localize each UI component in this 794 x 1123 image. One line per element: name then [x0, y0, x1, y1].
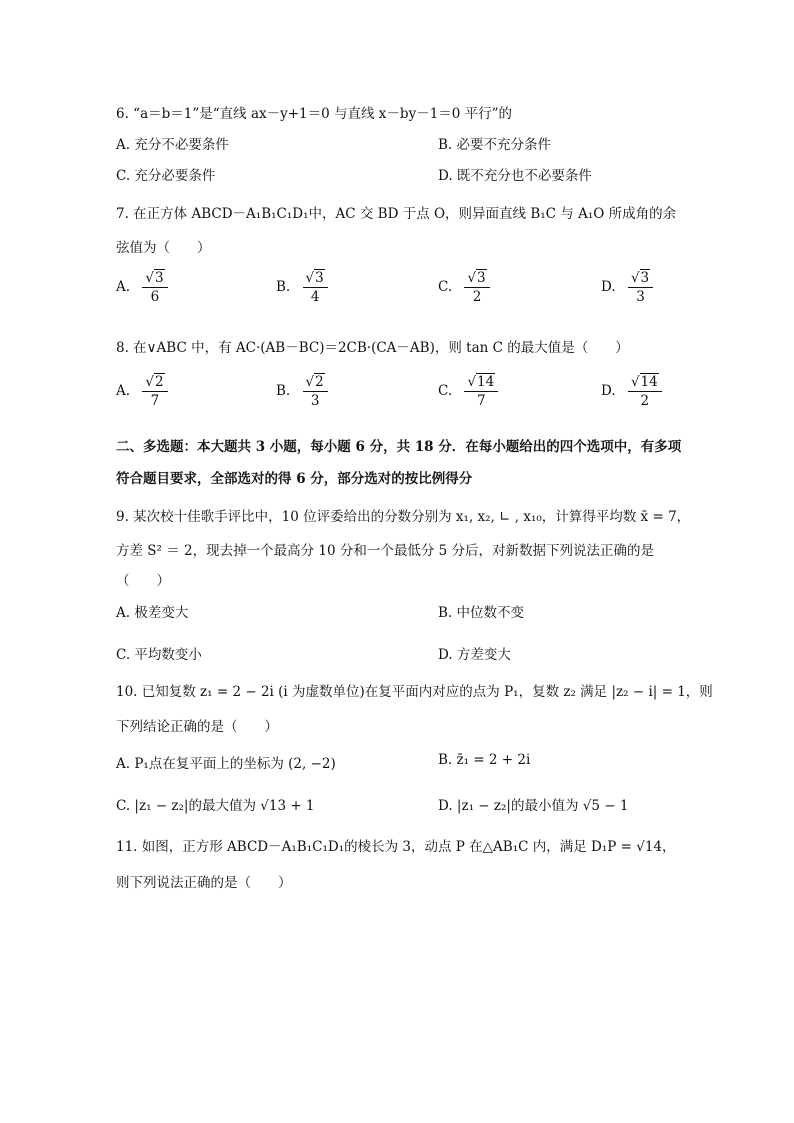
q9-stem-line1: 9. 某次校十佳歌手评比中，10 位评委给出的分数分别为 x₁, x₂, ∟ , x₁₀，计算得平均数 x̄ = 7， [116, 509, 691, 525]
q9-option-a: A. 极差变大 [116, 605, 189, 621]
q8-option-b-label: B. [276, 383, 291, 399]
q9-option-c: C. 平均数变小 [116, 647, 202, 663]
q8-option-c-denominator: 7 [477, 393, 486, 409]
q6-option-d: D. 既不充分也不必要条件 [438, 168, 592, 184]
q8-option-c [438, 374, 498, 409]
q7-option-a-fraction [142, 270, 167, 305]
q7-stem-line2: 弦值为（ ） [116, 240, 211, 256]
q7-option-b-numerator: 3 [315, 270, 324, 286]
q8-stem: 8. 在∨ABC 中，有 AC·(AB－BC)＝2CB·(CA－AB)，则 tan C 的最大值是（ ） [116, 340, 629, 356]
q11-stem-line1: 11. 如图，正方形 ABCD－A₁B₁C₁D₁的棱长为 3，动点 P 在△AB₁C 内，满足 D₁P = √14， [116, 839, 676, 855]
q7-option-b-label: B. [276, 279, 291, 295]
q8-option-d-label: D. [601, 383, 616, 399]
section2-heading-line2: 符合题目要求，全部选对的得 6 分，部分选对的按比例得分 [116, 471, 473, 487]
q9-stem-line3: （ ） [116, 573, 170, 589]
q8-option-b [276, 374, 328, 409]
q8-option-b-fraction [303, 374, 328, 409]
q10-option-a: A. P₁点在复平面上的坐标为 (2, −2) [116, 756, 336, 772]
q6-stem: 6. “a＝b＝1”是“直线 ax－y+1＝0 与直线 x－by－1＝0 平行”的 [116, 106, 513, 122]
q8-option-d-fraction [628, 374, 662, 409]
q7-option-c [438, 270, 490, 305]
q8-option-a [116, 374, 168, 409]
q7-option-a-numerator: 3 [154, 270, 164, 286]
q8-option-a-fraction [142, 374, 167, 409]
q10-option-c: C. |z₁ − z₂|的最大值为 √13 + 1 [116, 798, 315, 814]
q6-option-a: A. 充分不必要条件 [116, 137, 229, 153]
q9-option-d: D. 方差变大 [438, 647, 511, 663]
q10-option-b: B. z̄₁ = 2 + 2i [438, 752, 531, 768]
q6-option-c: C. 充分必要条件 [116, 168, 216, 184]
q7-option-d-label: D. [601, 279, 616, 295]
q7-option-c-fraction [464, 270, 489, 305]
q8-option-a-label: A. [116, 383, 131, 399]
q8-option-a-numerator: 2 [154, 374, 164, 390]
q8-option-c-label: C. [438, 383, 453, 399]
q7-option-a [116, 270, 168, 305]
q11-stem-line2: 则下列说法正确的是（ ） [116, 875, 292, 891]
q10-stem-line1: 10. 已知复数 z₁ = 2 − 2i (i 为虚数单位)在复平面内对应的点为 P₁，复数 z₂ 满足 |z₂ − i| = 1，则 [116, 684, 713, 700]
q7-option-d-denominator: 3 [636, 289, 645, 305]
q7-option-c-numerator: 3 [477, 270, 486, 286]
q8-option-b-denominator: 3 [310, 393, 320, 409]
q7-stem-line1: 7. 在正方体 ABCD－A₁B₁C₁D₁中，AC 交 BD 于点 O，则异面直线 B₁C 与 A₁O 所成角的余 [116, 206, 677, 222]
q8-option-d-numerator: 14 [640, 374, 658, 390]
q7-option-b-fraction [303, 270, 328, 305]
q7-option-d-numerator: 3 [640, 270, 650, 286]
q7-option-c-label: C. [438, 279, 453, 295]
q9-stem-line2: 方差 S² ＝ 2，现去掉一个最高分 10 分和一个最低分 5 分后，对新数据下列说法正确的是 [116, 543, 655, 559]
q7-option-b-denominator: 4 [310, 289, 320, 305]
q8-option-d [601, 374, 662, 409]
q7-option-b [276, 270, 328, 305]
q7-option-d-fraction [628, 270, 653, 305]
q9-option-b: B. 中位数不变 [438, 605, 525, 621]
q7-option-c-denominator: 2 [472, 289, 482, 305]
q8-option-b-numerator: 2 [315, 374, 324, 390]
q7-option-d [601, 270, 653, 305]
section2-heading-line1: 二、多选题：本大题共 3 小题，每小题 6 分，共 18 分．在每小题给出的四个选项中，有多项 [116, 439, 682, 455]
q8-option-c-numerator: 14 [477, 374, 495, 390]
q10-stem-line2: 下列结论正确的是（ ） [116, 719, 278, 735]
q8-option-a-denominator: 7 [150, 393, 160, 409]
q8-option-d-denominator: 2 [640, 393, 650, 409]
q7-option-a-label: A. [116, 279, 131, 295]
q10-option-d: D. |z₁ − z₂|的最小值为 √5 − 1 [438, 798, 629, 814]
q8-option-c-fraction [464, 374, 498, 409]
q7-option-a-denominator: 6 [150, 289, 160, 305]
q6-option-b: B. 必要不充分条件 [438, 137, 552, 153]
